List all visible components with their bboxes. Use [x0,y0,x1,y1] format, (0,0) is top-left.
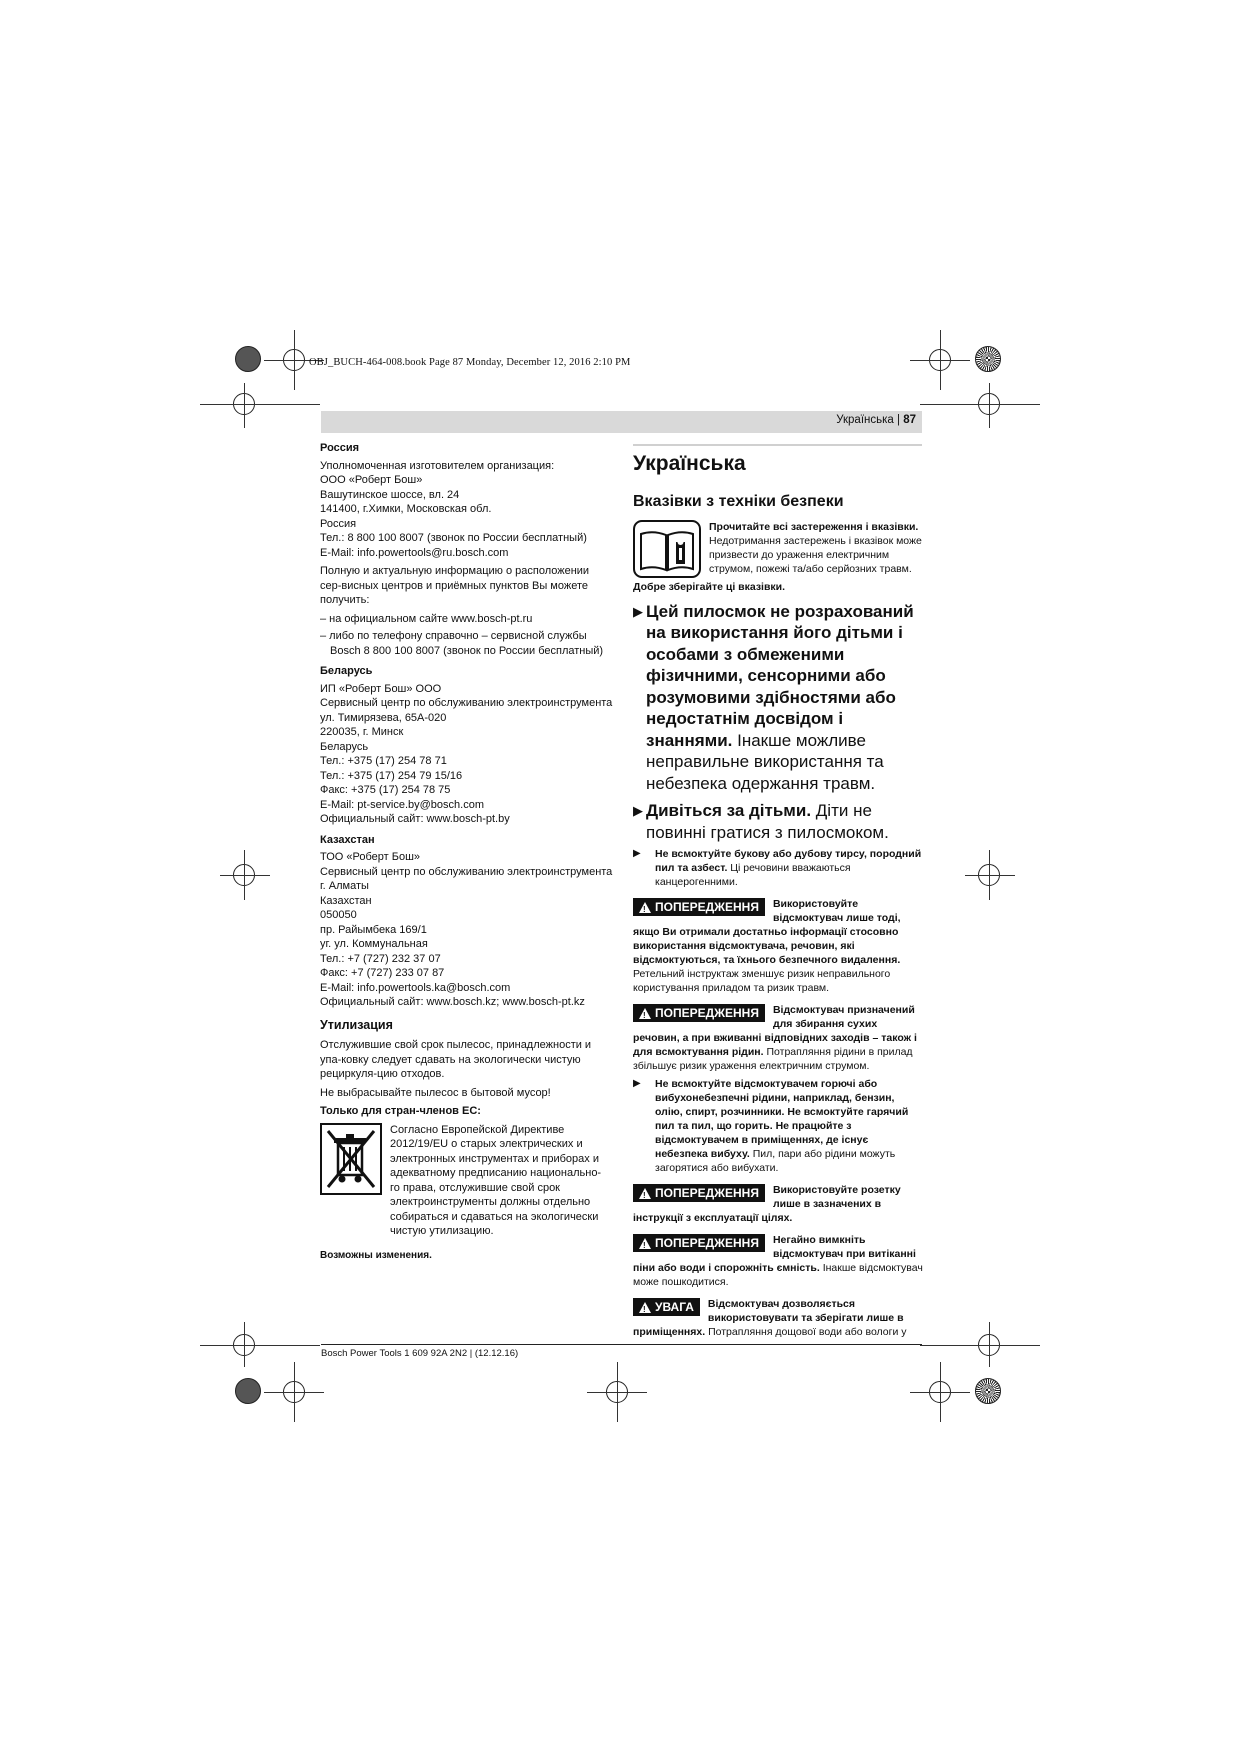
warning-triangle-icon [639,902,651,913]
section-title: Українська [633,452,746,475]
read-instructions-box [633,520,923,578]
safety-item [633,847,923,889]
safety-item [633,800,923,843]
address-line: Сервисный центр по обслуживанию электроинструмента [320,865,613,878]
header-language: Українська [836,414,894,426]
address-line: Россия [320,517,357,530]
page-footer: Bosch Power Tools 1 609 92A 2N2 | (12.12.16) [321,1348,519,1359]
address-line: ТОО «Роберт Бош» [320,851,421,863]
caution-bold: Відсмоктувач дозволяється використовувати та зберігати лише в приміщеннях. [633,1298,904,1338]
registration-star [975,1378,1001,1404]
warning-triangle-icon [639,1238,651,1249]
address-line: уг. ул. Коммунальная [320,938,428,950]
warning-block [633,1183,923,1225]
address-line: пр. Райымбека 169/1 [320,923,427,936]
warning-label: ПОПЕРЕДЖЕННЯ [655,900,759,914]
russia-address [320,459,610,561]
manual-book-icon [633,520,701,578]
address-line: ул. Тимирязева, 65А-020 [320,711,447,724]
address-line: 220035, г. Минск [320,726,404,738]
page-header: Українська | 87 [321,411,922,433]
weee-notice [320,1123,610,1239]
read-text: Недотримання застережень і вказівок може призвести до ураження електричним струмом, пожежі та/або серйозних травм. [709,535,922,575]
print-slug: OBJ_BUCH-464-008.book Page 87 Monday, December 12, 2016 2:10 PM [309,357,631,368]
read-bold: Прочитайте всі застереження і вказівки. [709,521,919,533]
address-line: Сервисный центр по обслуживанию электроинструмента [320,697,613,709]
russia-service-info: Полную и актуальную информацию о расположении сер-висных центров и приёмных пунктов Вы можете получить: [320,565,590,606]
warning-text: Потрапляння рідини в прилад збільшує ризик ураження електричним струмом. [633,1046,913,1072]
weee-text: Согласно Европейской Директиве 2012/19/EU о старых электрических и электронных инструментах и приборах и адекватному предписанию национально-го права, отслужившие свой срок электроинструменты должны отдельно собираться и сдаваться на экологически чистую утилизацию. [390,1123,602,1237]
registration-disc [235,1378,261,1404]
address-line: Тел.: +375 (17) 254 79 15/16 [320,769,463,782]
item-text: Ці речовини вважаються канцерогенними. [655,862,851,888]
caution-block [633,1297,923,1339]
warning-text: Ретельний інструктаж зменшує ризик неправильного користування приладом та ризик травм. [633,968,891,994]
warning-bold: Використовуйте розетку лише в зазначених в інструкції з експлуатації цілях. [633,1184,901,1224]
arrow-icon: ▶ [633,848,641,859]
disposal-heading: Утилизация [320,1017,393,1032]
address-line: Тел.: +7 (727) 232 37 07 [320,952,441,965]
address-line: Тел.: 8 800 100 8007 (звонок по России бесплатный) [320,532,587,544]
warning-text: Інакше відсмоктувач може пошкодитися. [633,1262,923,1288]
item-bold: Цей пилосмок не розрахований на використання його дітьми і особами з обмеженими фізичними, сенсорними або розумовими здібностями або недостатнім досвідом і знаннями. [646,601,914,750]
address-line: г. Алматы [320,880,369,892]
warning-label: ПОПЕРЕДЖЕННЯ [655,1186,759,1200]
warning-label: ПОПЕРЕДЖЕННЯ [655,1006,759,1020]
address-line: Официальный сайт: www.bosch.kz; www.bosch-pt.kz [320,996,585,1008]
warning-block [633,1003,923,1073]
eu-heading: Только для стран-членов ЕС: [320,1105,481,1117]
crossed-bin-icon [320,1123,382,1195]
warning-block [633,1233,923,1289]
registration-disc [235,346,261,372]
address-line: Факс: +375 (17) 254 78 75 [320,784,451,796]
left-column [320,441,613,1263]
caution-text: Потрапляння дощової води або вологи у [705,1326,907,1338]
item-text: Інакше можливе неправильне використання та небезпека одержання травм. [646,730,884,793]
warning-badge [633,1184,765,1202]
warning-badge [633,1234,765,1252]
warning-triangle-icon [639,1008,651,1019]
address-line: Беларусь [320,740,369,753]
address-line: 141400, г.Химки, Московская обл. [320,503,492,515]
address-line: Казахстан [320,894,372,907]
kazakhstan-heading: Казахстан [320,833,375,846]
kazakhstan-address [320,850,613,1010]
item-bold: Дивіться за дітьми. [646,801,812,820]
arrow-icon: ▶ [633,803,643,818]
address-line: ООО «Роберт Бош» [320,474,423,486]
address-line: ИП «Роберт Бош» ООО [320,682,442,695]
address-line: Уполномоченная изготовителем организация: [320,459,555,472]
address-line: Факс: +7 (727) 233 07 87 [320,967,445,979]
arrow-icon: ▶ [633,603,643,619]
right-column [633,452,923,1343]
address-line: Официальный сайт: www.bosch-pt.by [320,813,510,825]
belarus-heading: Беларусь [320,665,373,677]
disposal-warning: Не выбрасывайте пылесос в бытовой мусор! [320,1086,551,1099]
warning-bold: Використовуйте відсмоктувач лише тоді, якщо Ви отримали достатньо інформації стосовно використання відсмоктувача, речовин, які відсмоктуються, та їхнього безпечного видалення. [633,898,901,966]
warning-bold: Негайно вимкніть відсмоктувач при витіканні піни або води і спорожніть ємність. [633,1234,916,1274]
footer-rule [321,1344,922,1345]
warning-badge [633,1004,765,1022]
address-line: E-Mail: info.powertools.ka@bosch.com [320,981,511,994]
keep-instructions: Добре зберігайте ці вказівки. [633,581,786,593]
safety-item [633,1077,923,1175]
changes-note: Возможны изменения. [320,1249,432,1261]
warning-bold: Відсмоктувач призначений для збирання сухих речовин, а при вживанні відповідних заходів – також і для всмоктування рідин. [633,1004,917,1058]
russia-phone-item: – либо по телефону справочно – сервисной службы Bosch 8 800 100 8007 (звонок по России бесплатный) [320,630,604,657]
caution-label: УВАГА [655,1300,694,1314]
belarus-address [320,682,613,827]
arrow-icon: ▶ [633,1078,641,1089]
item-bold: Не всмоктуйте букову або дубову тирсу, породний пил та азбест. [655,848,922,874]
safety-item [633,601,923,795]
item-text: Діти не повинні гратися з пилосмоком. [646,801,889,842]
warning-block [633,897,923,995]
address-line: E-Mail: pt-service.by@bosch.com [320,798,484,811]
address-line: Тел.: +375 (17) 254 78 71 [320,755,447,767]
warning-label: ПОПЕРЕДЖЕННЯ [655,1236,759,1250]
address-line: Вашутинское шоссе, вл. 24 [320,488,460,501]
registration-star [975,346,1001,372]
address-line: E-Mail: info.powertools@ru.bosch.com [320,546,509,559]
item-text: Пил, пари або рідини можуть загорятися або вибухати. [655,1148,896,1174]
section-rule [633,444,922,446]
page-number: 87 [903,414,916,426]
caution-badge [633,1298,700,1316]
russia-heading: Россия [320,442,360,454]
disposal-text: Отслужившие свой срок пылесос, принадлежности и упа-ковку следует сдавать на экологически чистую рециркуля-цию отходов. [320,1039,592,1080]
safety-heading: Вказівки з техніки безпеки [633,493,844,510]
warning-triangle-icon [639,1302,651,1313]
warning-badge [633,898,765,916]
address-line: 050050 [320,909,357,921]
warning-triangle-icon [639,1188,651,1199]
russia-website-item: – на официальном сайте www.bosch-pt.ru [320,612,533,625]
read-instructions-text [709,520,923,578]
item-bold: Не всмоктуйте відсмоктувачем горючі або вибухонебезпечні рідини, наприклад, бензин, олію, спирт, розчинники. Не всмоктуйте гарячий пил та пил, що горить. Не працюйте з відсмоктувачем в приміщеннях, де існує небезпека вибуху. [655,1078,909,1160]
